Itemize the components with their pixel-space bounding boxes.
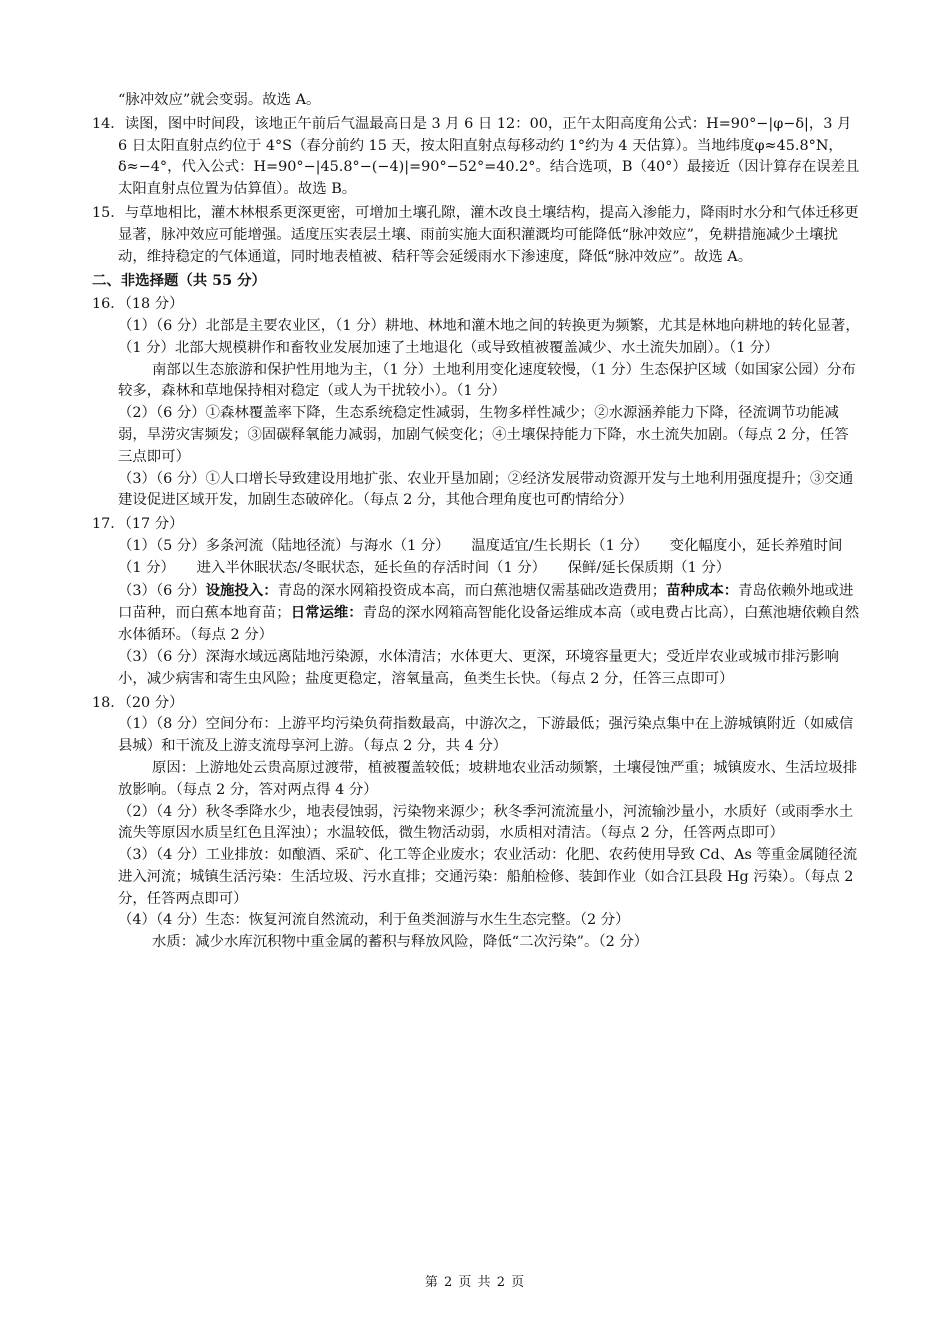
q16-part2: （2）（6 分）①森林覆盖率下降，生态系统稳定性减弱，生物多样性减少；②水源涵养能力下降，径流调节功能减弱，旱涝灾害频发；③固碳释氧能力减弱，加剧气候变化；④土壤保持能力下降，水土流失加剧。（每点 2 分，任答三点即可） <box>118 405 849 465</box>
q14-answer: 14．读图，图中时间段，该地正午前后气温最高日是 3 月 6 日 12：00，正午太阳高度角公式：H=90°−|φ−δ|，3 月 6 日太阳直射点约位于 4°S（春分前约 15 天，按太阳直射点每移动约 1°约为 4 天估算）。当地纬度φ≈45.8°N，δ≈−4°，代入公式：H=90°−|45.8°−(−4)|=90°−52°=40.2°。结合选项，B（40°）最接近（因计算存在误差且太阳直射点位置为估算值）。故选 B。 <box>92 115 860 198</box>
q17-part2-prefix: （3）（6 分） <box>118 582 206 599</box>
q17-heading: 17．（17 分） <box>92 516 184 533</box>
q18-heading: 18．（20 分） <box>92 694 184 711</box>
q18-part3: （3）（4 分）工业排放：如酿酒、采矿、化工等企业废水；农业活动：化肥、农药使用导致 Cd、As 等重金属随径流进入河流；城镇生活污染：生活垃圾、污水直排；交通污染：船舶检修、装卸作业（如合江县段 Hg 污染）。（每点 2 分，任答两点即可） <box>118 847 858 907</box>
q17-key-facility: 设施投入： <box>205 581 278 599</box>
q13-conclusion: “脉冲效应”就会变弱。故选 A。 <box>118 92 321 108</box>
q17-text-maintenance: 青岛的深水网箱高智能化设备运维成本高（或电费占比高），白蕉池塘依赖自然水体循环。（每点 2 分） <box>118 605 860 644</box>
q17-text-facility: 青岛的深水网箱投资成本高，而白蕉池塘仅需基础改造费用； <box>277 582 667 599</box>
q16-part1-north: （1）（6 分）北部是主要农业区，（1 分）耕地、林地和灌木地之间的转换更为频繁，尤其是林地向耕地的转化显著，（1 分）北部大规模耕作和畜牧业发展加速了土地退化（或导致植被覆盖减少、水土流失加剧）。（1 分） <box>118 317 860 356</box>
q17-part2 <box>92 580 862 647</box>
q16-part3: （3）（6 分）①人口增长导致建设用地扩张、农业开垦加剧；②经济发展带动资源开发与土地利用强度提升；③交通建设促进区域开发，加剧生态破碎化。（每点 2 分，其他合理角度也可酌情给分） <box>118 470 854 509</box>
section-heading: 二、非选择题（共 55 分） <box>92 272 266 290</box>
answer-content <box>92 90 862 954</box>
q16-heading: 16．（18 分） <box>92 296 184 313</box>
q16-part1-south: 南部以生态旅游和保护性用地为主，（1 分）土地利用变化速度较慢，（1 分）生态保护区域（如国家公园）分布较多，森林和草地保持相对稳定（或人为干扰较小）。（1 分） <box>118 361 856 400</box>
q17-part1: （1）（5 分）多条河流（陆地径流）与海水（1 分） 温度适宜/生长期长（1 分） 变化幅度小，延长养殖时间（1 分） 进入半休眠状态/冬眠状态，延长鱼的存活时间（1 分） 保鲜/延长保质期（1 分） <box>118 537 843 576</box>
q18-part1-distribution: （1）（8 分）空间分布：上游平均污染负荷指数最高，中游次之，下游最低；强污染点集中在上游城镇附近（如威信县城）和干流及上游支流母享河上游。（每点 2 分，共 4 分） <box>118 716 854 755</box>
q18-part2: （2）（4 分）秋冬季降水少，地表侵蚀弱，污染物来源少；秋冬季河流流量小，河流输沙量小，水质好（或雨季水土流失等原因水质呈红色且浑浊）；水温较低，微生物活动弱，水质相对清洁。（每点 2 分，任答两点即可） <box>118 803 854 842</box>
q17-key-fry: 苗种成本： <box>666 581 739 599</box>
q18-part4-ecology: （4）（4 分）生态：恢复河流自然流动，利于鱼类洄游与水生生态完整。（2 分） <box>118 912 630 929</box>
q17-key-maintenance: 日常运维： <box>290 604 363 622</box>
q15-answer: 15．与草地相比，灌木林根系更深更密，可增加土壤孔隙，灌木改良土壤结构，提高入渗能力，降雨时水分和气体迁移更显著，脉冲效应可能增强。适度压实表层土壤、雨前实施大面积灌溉均可能降低“脉冲效应”，免耕措施减少土壤扰动，维持稳定的气体通道，同时地表植被、秸秆等会延缓雨水下渗速度，降低“脉冲效应”。故选 A。 <box>92 204 859 265</box>
q17-part3: （3）（6 分）深海水域远离陆地污染源，水体清洁；水体更大、更深，环境容量更大；受近岸农业或城市排污影响小，减少病害和寄生虫风险；盐度更稳定，溶氧量高，鱼类生长快。（每点 2 分，任答三点即可） <box>118 648 839 687</box>
q18-part4-water: 水质：减少水库沉积物中重金属的蓄积与释放风险，降低“二次污染”。（2 分） <box>152 934 649 951</box>
q18-part1-reasons: 原因：上游地处云贵高原过渡带，植被覆盖较低；坡耕地农业活动频繁，土壤侵蚀严重；城镇废水、生活垃圾排放影响。（每点 2 分，答对两点得 4 分） <box>118 759 858 798</box>
page-footer: 第 2 页 共 2 页 <box>424 1275 526 1290</box>
q17-text-fry: 青岛依赖外地或进口苗种，而白蕉本地育苗； <box>118 582 854 622</box>
